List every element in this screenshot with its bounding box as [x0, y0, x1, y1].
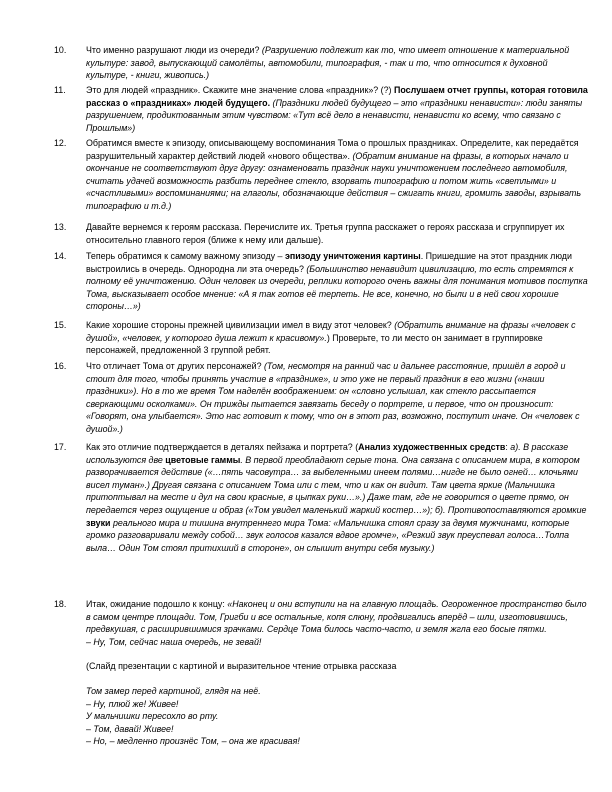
item-number: 18.: [54, 599, 67, 609]
item-text: Итак, ожидание подошло к концу: «Наконец и они вступили на на главную площадь. Огороженное пространство было в самом центре площади. Том, Григби и все остальные, копя слюну, продвигались вперёд – шли, изготовившись, предвкушая, с расширившимися зрачками. Сердце Тома билось часто-часто, и земля жгла его босые пятки. – Ну, Том, сейчас наша очередь, не зевай! (Слайд презентации с картиной и выразительное чтение отрывка рассказа Том замер перед картиной, глядя на неё. – Ну, плюй же! Живее! У мальчишки пересохло во рту. – Том, давай! Живее! – Но, – медленно произнёс Том, – она же красивая!: [86, 598, 590, 748]
quote-line: – Но, – медленно произнёс Том, – она же красивая!: [86, 736, 300, 747]
item-number: 12.: [54, 138, 67, 148]
item-number: 15.: [54, 320, 67, 330]
item-number: 11.: [54, 85, 66, 95]
item-text: Теперь обратимся к самому важному эпизоду – эпизоду уничтожения картины. Пришедшие на этот праздник люди выстроились в очередь. Однородна ли эта очередь? (Большинство ненавидит цивилизацию, то есть стремятся к полному её уничтожению. Один человек из очереди, реплики которого очень важны для понимания мотивов поступка Тома, высказывает особое мнение: «А я так готов её терпеть. Не все, конечно, но были и в ней свои хорошие стороны…»): [86, 251, 588, 312]
quote-line: – Том, давай! Живее!: [86, 723, 174, 734]
item-number: 10.: [54, 45, 67, 55]
item-text: Что именно разрушают люди из очереди? (Разрушению подлежит как то, что имеет отношение к материальной культуре: завод, выпускающий самолёты, автомобили, типография, - так и то, что относится к духовной культуре, - книги, живопись.): [86, 45, 570, 81]
item-number: 16.: [54, 361, 67, 371]
slide-note: (Слайд презентации с картиной и выразительное чтение отрывка рассказа: [86, 661, 397, 672]
item-number: 14.: [54, 251, 67, 261]
item-text: Это для людей «праздник». Скажите мне значение слова «праздник»? (?) Послушаем отчет группы, которая готовила рассказ о «праздниках» людей будущего. (Праздники людей будущего – это «праздники ненависти»: люди заняты разрушением, продиктованным этим чувством: «Тут всё дело в ненависти, ненависти ко всему, что связано с Прошлым»): [86, 85, 588, 133]
item-text: Давайте вернемся к героям рассказа. Перечислите их. Третья группа расскажет о героях рассказа и сгруппирует их относительно главного героя (ближе к нему или дальше).: [86, 222, 565, 245]
quote-block: [86, 685, 590, 748]
item-text: Как это отличие подтверждается в деталях пейзажа и портрета? (Анализ художественных средств: а). В рассказе используются две цветовые гаммы. В первой преобладают серые тона. Она связана с описанием мира, в котором разворачивается действие («…пять часовутра… за выбеленными инеем полями…нигде не было огней… клочьями висел туман».) Другая связана с описанием Тома или с тем, что и как он видит. Там цвета яркие (Мальчишка притоптывал на месте и дул на свои красные, в цыпках руки…».) Даже там, где не говорится о цвете прямо, он передается через ощущение и образ («Том увидел маленький жаркий костер…»); б). Противопоставляются громкие звуки реального мира и тишина внутреннего мира Тома: «Мальчишка стоял сразу за двумя мужчинами, которые громко разговаривали между собой… звук голосов казался вдвое громче», «Резкий звук преуспевал голоса…Толпа выла… Один Том стоял притихший в стороне», он слышит внутри себя музыку.): [86, 442, 587, 553]
quote-line: У мальчишки пересохло во рту.: [86, 711, 219, 722]
item-text: Какие хорошие стороны прежней цивилизации имел в виду этот человек? (Обратить внимание на фразы «человек с душой», «человек, у которого душа лежит к красивому».) Проверьте, то ли место он занимает в группировке персонажей, предложенной 3 группой ребят.: [86, 320, 576, 356]
item-number: 17.: [54, 442, 67, 452]
item-number: 13.: [54, 222, 67, 232]
quote-line: – Ну, плюй же! Живее!: [86, 698, 179, 709]
quote-line: Том замер перед картиной, глядя на неё.: [86, 685, 261, 696]
item-text: Обратимся вместе к эпизоду, описывающему воспоминания Тома о прошлых праздниках. Определите, как передаётся разрушительный характер действий людей «нового общества». (Обратим внимание на фразы, в которых начало и окончание не соответствуют друг другу: ознаменовать праздник науки уничтожением последнего автомобиля, считать удачей возможность разбить переднее стекло, взорвать типографию и потом жить «светлыми» и «счастливыми» воспоминаниями; на глаголы, обозначающие действия – сжигать книги, громить заводы, взрывать типографию и т.д.): [86, 138, 582, 211]
item-text: Что отличает Тома от других персонажей? (Том, несмотря на ранний час и дальнее расстояние, пришёл в город и стоит для того, чтобы принять участие в «празднике», и это уже не первый праздник в его жизни («наши праздники»). Но в то же время Том наделён воображением: он «словно услышал, как стекло рассыпается сверкающими осколками». Он трижды пытается завязать беседу о портрете, и первое, что он произносит: «Говорят, она улыбается». Это нас готовит к тому, что он в этот раз, возможно, поступит иначе. Он «человек с душой».): [86, 361, 580, 434]
